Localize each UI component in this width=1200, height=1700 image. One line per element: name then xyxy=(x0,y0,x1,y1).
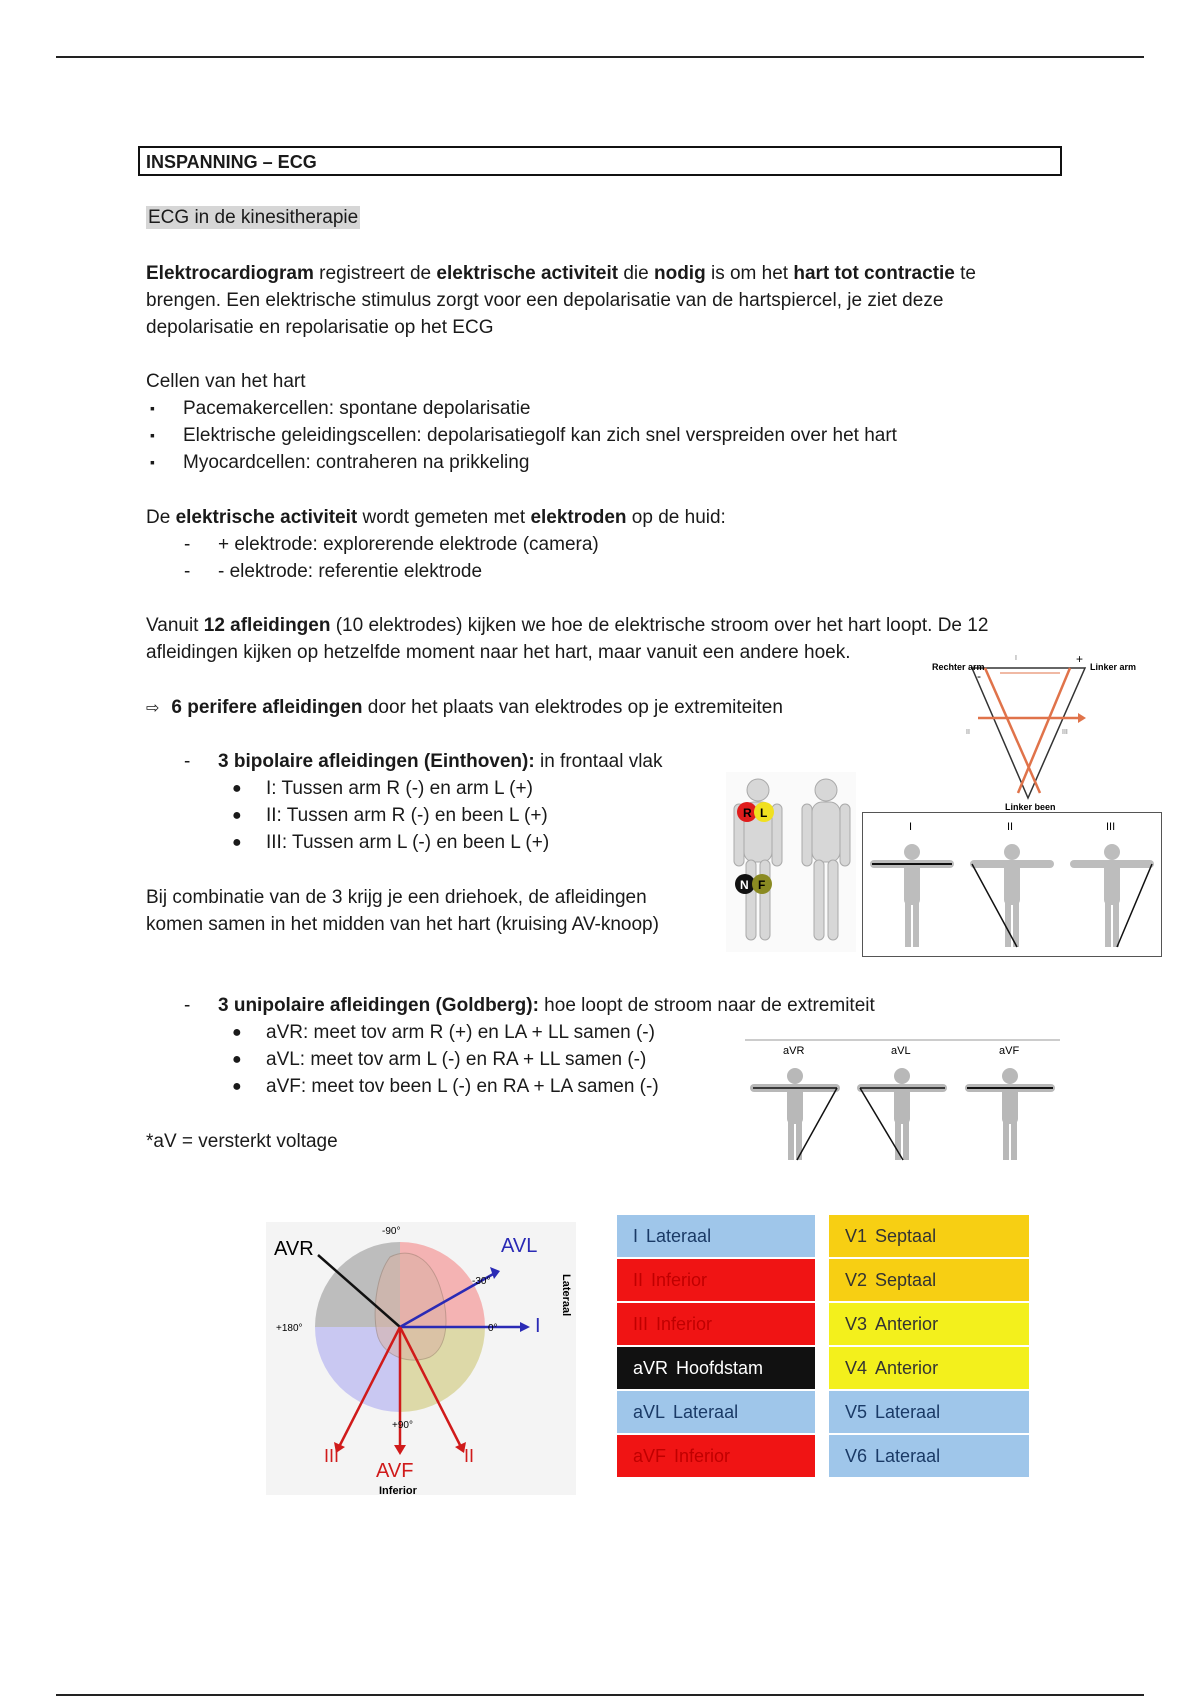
lead-code: II xyxy=(633,1270,644,1290)
list-item: + elektrode: explorerende elektrode (camera) xyxy=(218,534,599,555)
bullet-square: ▪ xyxy=(150,400,155,416)
intro-line-3: depolarisatie en repolarisatie op het ECG xyxy=(146,317,494,338)
list-item: aVL: meet tov arm L (-) en RA + LL samen (-) xyxy=(266,1049,647,1070)
arrowhead xyxy=(1078,713,1086,723)
goldberg-leads-figure xyxy=(745,1034,1060,1164)
intro-term-ecg: Elektrocardiogram xyxy=(146,263,314,284)
combo-line-2: komen samen in het midden van het hart (kruising AV-knoop) xyxy=(146,914,659,935)
bullet-square: ▪ xyxy=(150,427,155,443)
body-avl xyxy=(857,1068,947,1160)
list-item: Myocardcellen: contraheren na prikkeling xyxy=(183,452,530,473)
av-note: *aV = versterkt voltage xyxy=(146,1131,338,1152)
section-heading-text: ECG in de kinesitherapie xyxy=(148,207,359,228)
leads12-line-2: afleidingen kijken op hetzelfde moment naar het hart, maar vanuit een andere hoek. xyxy=(146,642,851,663)
lead-code: V2 xyxy=(845,1270,868,1290)
section-heading xyxy=(146,204,360,231)
lead-code: III xyxy=(633,1314,649,1334)
lead-table-cell xyxy=(829,1259,1029,1301)
lead-code: I xyxy=(633,1226,639,1246)
lead-code: aVL xyxy=(633,1402,666,1422)
list-item: - elektrode: referentie elektrode xyxy=(218,561,483,582)
lead-region: Inferior xyxy=(651,1270,708,1290)
bullet-dot: ● xyxy=(232,1078,242,1095)
lead-table-cell xyxy=(617,1303,815,1345)
lateraal-label: Lateraal xyxy=(560,1274,572,1317)
activity-text: wordt gemeten met xyxy=(357,507,531,528)
intro-term-contraction: hart tot contractie xyxy=(793,263,955,284)
lead-i-label: I xyxy=(909,821,913,833)
electrode-l-label: L xyxy=(760,806,768,820)
lead-table-cell xyxy=(617,1347,815,1389)
unipolar-term: 3 unipolaire afleidingen (Goldberg): xyxy=(218,995,539,1016)
bullet-dash: - xyxy=(184,751,191,772)
intro-term-activity: elektrische activiteit xyxy=(436,263,619,284)
minus90-label: -90° xyxy=(382,1226,401,1237)
bullet-dot: ● xyxy=(232,807,242,824)
electrode-n-label: N xyxy=(740,878,749,892)
lead-iii-label: III xyxy=(1062,729,1068,736)
lead-table-cell xyxy=(617,1435,815,1477)
lead-code: aVR xyxy=(633,1358,669,1378)
bipolar-text: in frontaal vlak xyxy=(534,751,663,772)
lead-region: Anterior xyxy=(875,1358,939,1378)
lead-table-cell xyxy=(617,1391,815,1433)
avr-label: AVR xyxy=(274,1238,314,1260)
lead-code: V6 xyxy=(845,1446,868,1466)
bipolar-heading xyxy=(218,748,663,775)
lead-ii-arrow xyxy=(985,668,1040,793)
intro-term-needed: nodig xyxy=(653,263,706,284)
lead-region: Hoofdstam xyxy=(676,1358,764,1378)
minus30-label: -30° xyxy=(472,1276,491,1287)
lead-region: Inferior xyxy=(656,1314,713,1334)
electrode-r-label: R xyxy=(743,806,752,820)
lead-region: Inferior xyxy=(674,1446,731,1466)
label-left-arm: Linker arm xyxy=(1090,662,1137,672)
footer-rule xyxy=(56,1694,1144,1696)
list-item: II: Tussen arm R (-) en been L (+) xyxy=(266,805,548,826)
bullet-dot: ● xyxy=(232,780,242,797)
list-item: aVR: meet tov arm R (+) en LA + LL samen (-) xyxy=(266,1022,655,1043)
lead-table-cell xyxy=(829,1215,1029,1257)
list-item: aVF: meet tov been L (-) en RA + LA samen (-) xyxy=(266,1076,659,1097)
body-avr xyxy=(750,1068,840,1160)
list-item: Elektrische geleidingscellen: depolarisatiegolf kan zich snel verspreiden over het hart xyxy=(183,425,897,446)
einthoven-leads-figure xyxy=(862,812,1162,957)
einthoven-triangle-figure xyxy=(930,648,1137,813)
avl-label: AVL xyxy=(501,1235,538,1257)
intro-line-1 xyxy=(146,260,976,287)
lead-table-cell xyxy=(829,1347,1029,1389)
plus180-label: +180° xyxy=(276,1323,303,1334)
peripheral-line xyxy=(146,694,783,722)
label-right-arm: Rechter arm xyxy=(932,662,985,672)
intro-line-2: brengen. Een elektrische stimulus zorgt voor een depolarisatie van de hartspiercel, je ziet deze xyxy=(146,290,944,311)
lead-region: Anterior xyxy=(875,1314,939,1334)
lead-table-cell xyxy=(829,1391,1029,1433)
page-title: INSPANNING – ECG xyxy=(138,146,1062,176)
lead-code: V1 xyxy=(845,1226,868,1246)
intro-text: te xyxy=(954,263,976,284)
lead-table-cell xyxy=(617,1259,815,1301)
avr-label: aVR xyxy=(783,1045,805,1057)
bullet-dot: ● xyxy=(232,1051,242,1068)
iii-label: III xyxy=(324,1446,340,1466)
bullet-dot: ● xyxy=(232,1024,242,1041)
lead-region-table xyxy=(617,1215,1029,1477)
cells-heading: Cellen van het hart xyxy=(146,371,306,392)
avf-label: aVF xyxy=(999,1045,1020,1057)
lead-code: V5 xyxy=(845,1402,868,1422)
hexaxial-figure xyxy=(266,1222,576,1495)
avl-label: aVL xyxy=(891,1045,911,1057)
bullet-dash: - xyxy=(184,561,191,582)
plus90-label: +90° xyxy=(392,1420,413,1431)
leads12-line-1 xyxy=(146,612,988,639)
zero-label: 0° xyxy=(488,1323,498,1334)
lead-ii-label: II xyxy=(966,729,970,736)
lead-code: aVF xyxy=(633,1446,667,1466)
arrow-icon: ⇨ xyxy=(146,700,160,717)
electrode-f-label: F xyxy=(758,878,766,892)
lead-code: V3 xyxy=(845,1314,868,1334)
unipolar-heading xyxy=(218,992,875,1019)
lead-ii-label: II xyxy=(1007,821,1014,833)
inferior-label: Inferior xyxy=(379,1485,417,1497)
lead-region: Lateraal xyxy=(673,1402,739,1422)
triangle-outline xyxy=(972,668,1085,798)
peripheral-text: door het plaats van elektrodes op je extremiteiten xyxy=(362,697,783,718)
leads12-text: Vanuit xyxy=(146,615,204,636)
activity-term-electrodes: elektroden xyxy=(530,507,627,528)
i-label: I xyxy=(535,1315,541,1337)
lead-code: V4 xyxy=(845,1358,868,1378)
leads12-text: (10 elektrodes) kijken we hoe de elektrische stroom over het hart loopt. De 12 xyxy=(330,615,989,636)
list-item: III: Tussen arm L (-) en been L (+) xyxy=(266,832,550,853)
combo-line-1: Bij combinatie van de 3 krijg je een driehoek, de afleidingen xyxy=(146,887,647,908)
bullet-dot: ● xyxy=(232,834,242,851)
label-left-leg: Linker been xyxy=(1005,802,1056,812)
minus-sign: - xyxy=(977,669,981,683)
activity-term: elektrische activiteit xyxy=(175,507,358,528)
lead-region: Lateraal xyxy=(875,1446,941,1466)
intro-text: die xyxy=(618,263,654,284)
lead-table-cell xyxy=(829,1435,1029,1477)
plus-sign: + xyxy=(1076,652,1084,666)
bullet-dash: - xyxy=(184,534,191,555)
activity-text: De xyxy=(146,507,176,528)
header-rule xyxy=(56,56,1144,58)
list-item: I: Tussen arm R (-) en arm L (+) xyxy=(266,778,533,799)
bipolar-term: 3 bipolaire afleidingen (Einthoven): xyxy=(218,751,535,772)
lead-region: Lateraal xyxy=(875,1402,941,1422)
lead-iii-label: III xyxy=(1106,821,1116,833)
intro-text: is om het xyxy=(705,263,794,284)
list-item: Pacemakercellen: spontane depolarisatie xyxy=(183,398,531,419)
lead-region: Septaal xyxy=(875,1270,937,1290)
bullet-dash: - xyxy=(184,995,191,1016)
peripheral-term: 6 perifere afleidingen xyxy=(171,697,363,718)
leads12-term: 12 afleidingen xyxy=(203,615,331,636)
lead-region: Lateraal xyxy=(646,1226,712,1246)
body-avf xyxy=(965,1068,1055,1160)
lead-i-label: I xyxy=(1015,655,1017,662)
lead-region: Septaal xyxy=(875,1226,937,1246)
intro-text: registreert de xyxy=(313,263,437,284)
unipolar-text: hoe loopt de stroom naar de extremiteit xyxy=(538,995,875,1016)
activity-line xyxy=(146,504,726,531)
lead-table-cell xyxy=(829,1303,1029,1345)
bullet-square: ▪ xyxy=(150,454,155,470)
electrode-placement-figure xyxy=(726,772,856,952)
lead-table-cell xyxy=(617,1215,815,1257)
ii-label: II xyxy=(464,1446,475,1466)
activity-text: op de huid: xyxy=(626,507,726,528)
avf-label: AVF xyxy=(376,1460,414,1482)
